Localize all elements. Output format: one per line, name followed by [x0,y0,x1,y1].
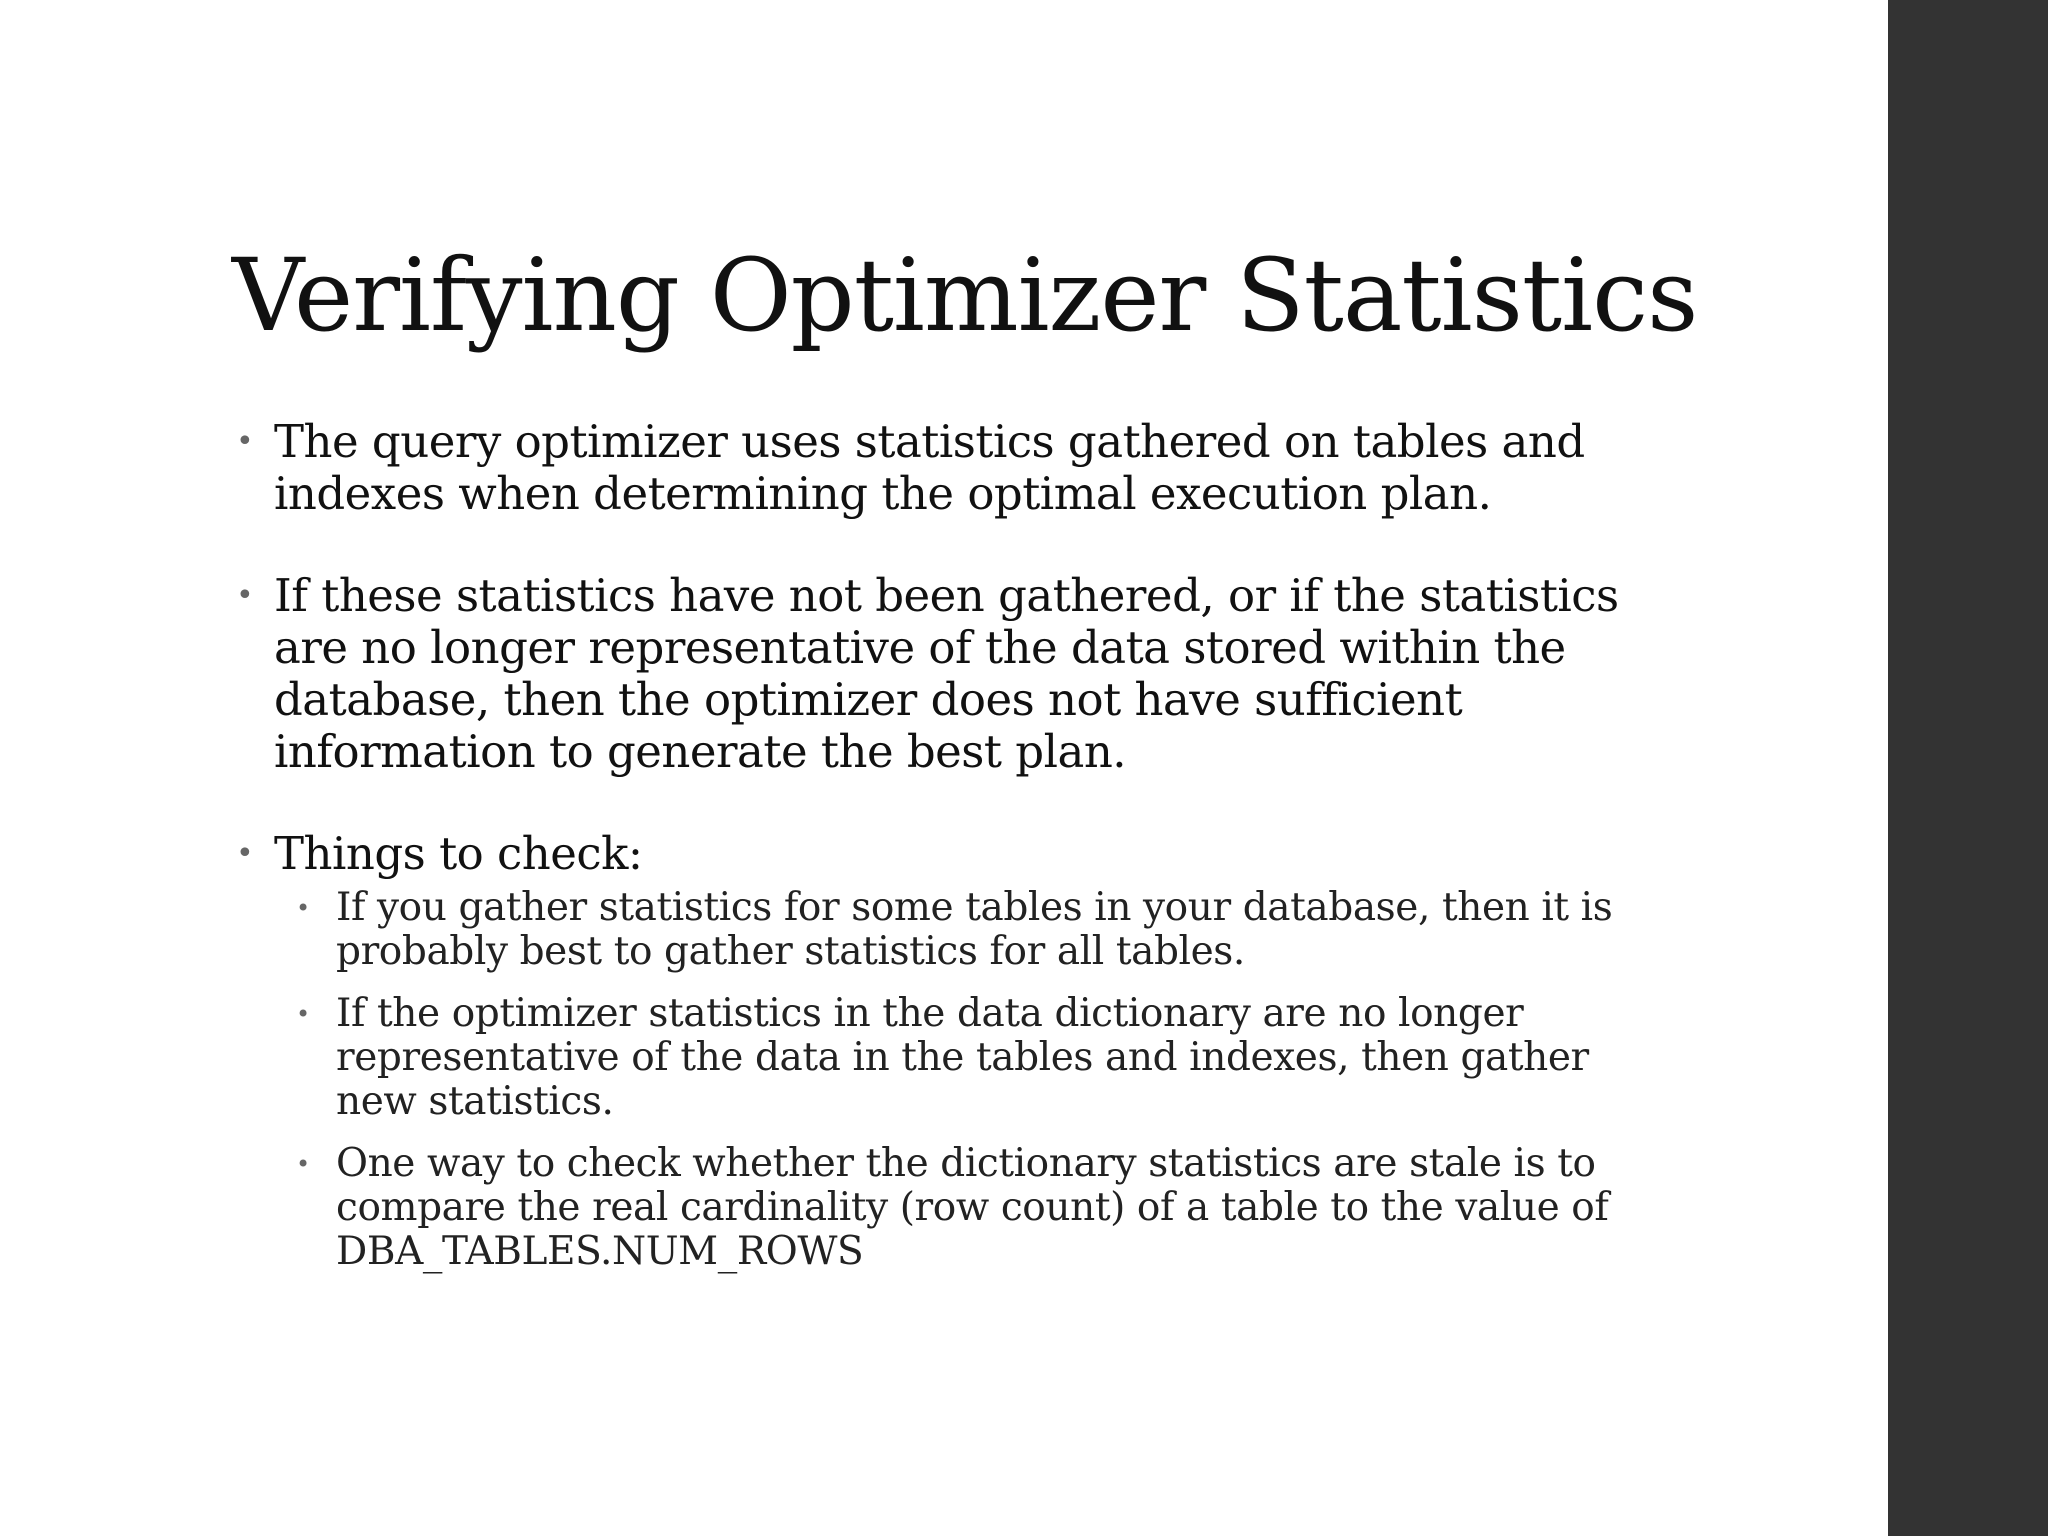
bullet-item [232,416,1652,520]
sub-bullet-icon: • [296,1150,310,1178]
sub-bullet-icon: • [296,1000,310,1028]
bullet-text: The query optimizer uses statistics gathered on tables and indexes when determining the optimal execution plan. [274,415,1585,520]
sub-bullet-item [274,1142,1652,1274]
sub-bullet-text: If you gather statistics for some tables in your database, then it is probably best to gather statistics for all tables. [336,885,1613,974]
slide-title: Verifying Optimizer Statistics [232,237,1698,354]
bullet-item [232,828,1652,1274]
sub-bullet-item [274,992,1652,1124]
sub-bullet-text: One way to check whether the dictionary statistics are stale is to compare the real cardinality (row count) of a table to the value of DBA_TABLES.NUM_ROWS [336,1141,1609,1274]
bullet-icon: • [236,424,254,459]
bullet-text: Things to check: [274,827,643,880]
bullet-icon: • [236,578,254,613]
sub-bullet-item [274,886,1652,974]
sub-bullet-list [274,886,1652,1274]
sidebar-band [1888,0,2048,1536]
sub-bullet-icon: • [296,894,310,922]
bullet-item [232,570,1652,778]
bullet-text: If these statistics have not been gathered, or if the statistics are no longer representative of the data stored within the database, then the optimizer does not have sufficient information to generate the best plan. [274,569,1619,778]
bullet-icon: • [236,836,254,871]
sub-bullet-text: If the optimizer statistics in the data dictionary are no longer representative of the data in the tables and indexes, then gather new statistics. [336,991,1589,1124]
bullet-list [232,416,1652,1324]
